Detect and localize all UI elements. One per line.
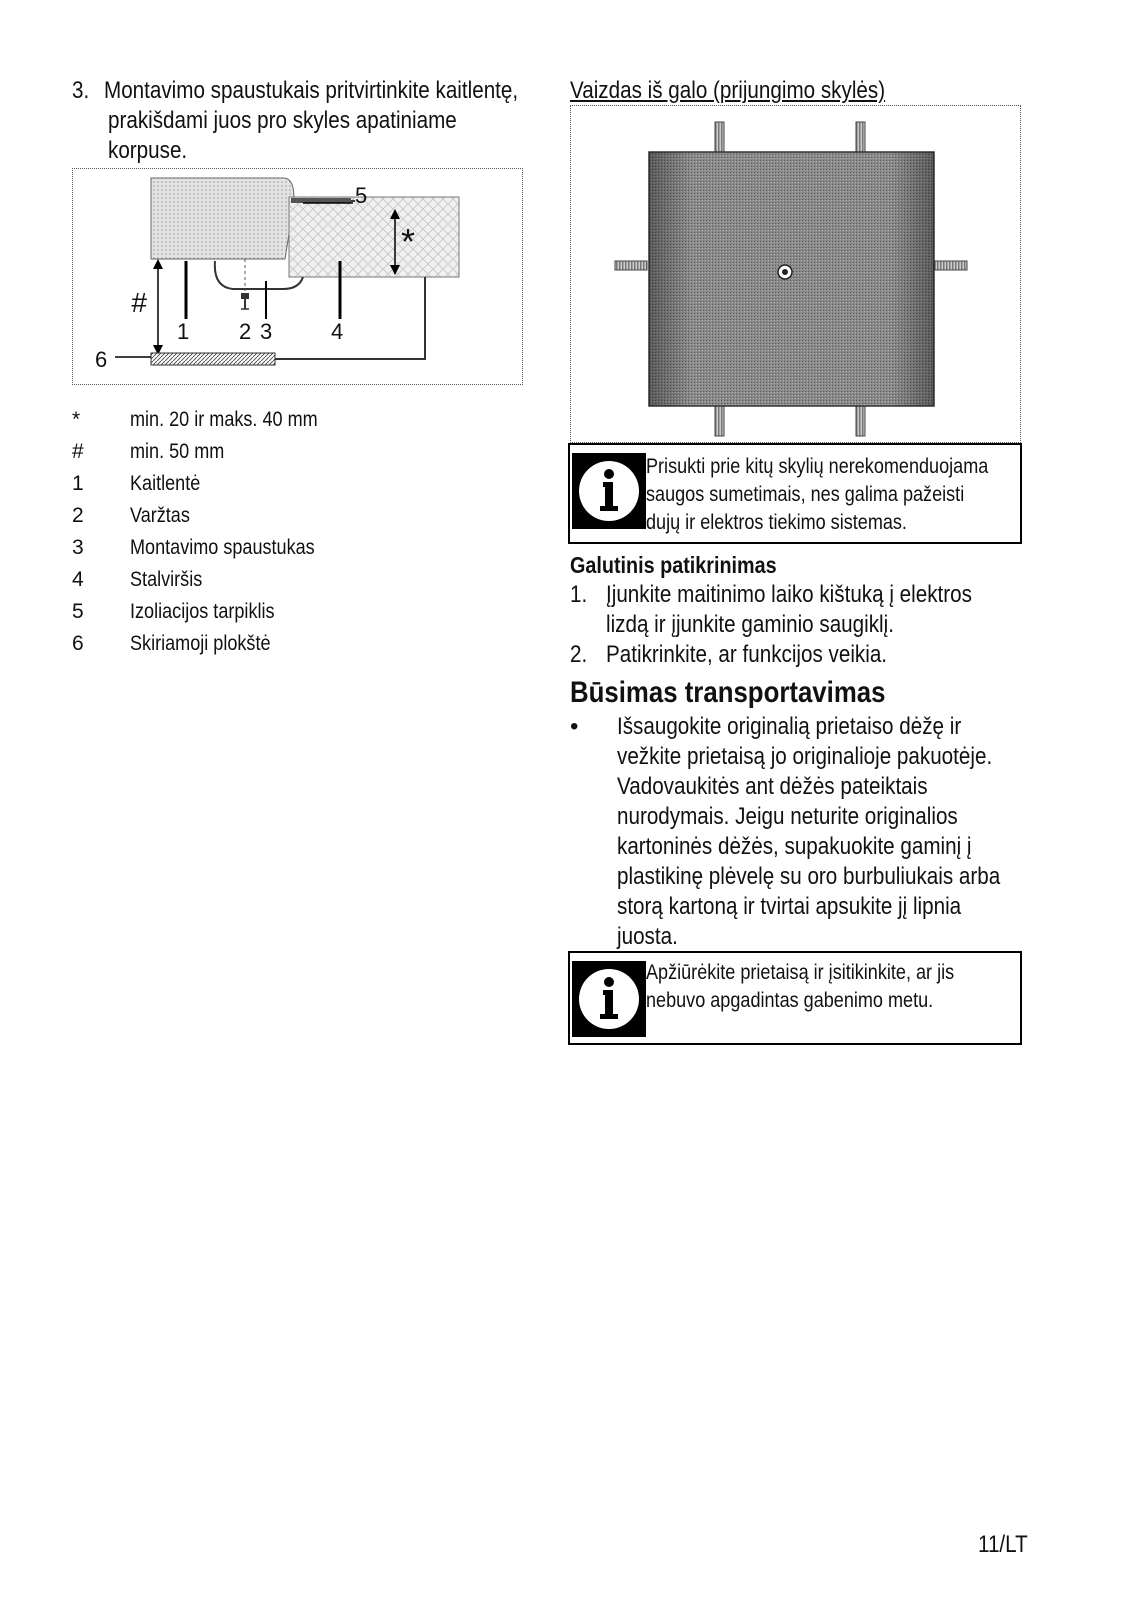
transport-line: Išsaugokite originalią prietaiso dėžę ir (617, 713, 962, 740)
info-note-2-line: nebuvo apgadintas gabenimo metu. (646, 989, 934, 1012)
installation-diagram-drawing (73, 169, 522, 384)
legend-symbol: 3 (72, 536, 84, 559)
mounting-hole-shape (935, 261, 967, 270)
info-note-1-line: saugos sumetimais, nes galima pažeisti (646, 483, 965, 506)
legend-text: Varžtas (130, 504, 190, 527)
legend-text: Stalviršis (130, 568, 203, 591)
list-item-line: Patikrinkite, ar funkcijos veikia. (606, 641, 888, 668)
step-3-line: korpuse. (108, 137, 188, 164)
legend-symbol: 1 (72, 472, 84, 495)
rear-view-title: Vaizdas iš galo (prijungimo skylės) (570, 77, 886, 104)
list-item-line: lizdą ir įjunkite gaminio saugiklį. (606, 611, 894, 638)
info-icon (572, 961, 646, 1037)
transport-line: nurodymais. Jeigu neturite originalios (617, 803, 958, 830)
mounting-hole-shape (856, 122, 865, 152)
legend-symbol: # (72, 440, 84, 463)
installation-diagram (72, 168, 523, 385)
transport-heading: Būsimas transportavimas (570, 676, 886, 709)
legend-symbol: 5 (72, 600, 84, 623)
final-check-heading: Galutinis patikrinimas (570, 552, 777, 578)
rear-view-diagram (570, 105, 1021, 443)
legend-symbol: 6 (72, 632, 84, 655)
label-1: 1 (177, 319, 190, 344)
legend-text: Izoliacijos tarpiklis (130, 600, 275, 623)
label-6: 6 (95, 347, 108, 372)
legend-text: min. 50 mm (130, 440, 225, 463)
rear-view-drawing (571, 106, 1020, 442)
legend-text: Skiriamoji plokštė (130, 632, 271, 655)
legend-text: min. 20 ir maks. 40 mm (130, 408, 318, 431)
info-note-1-line: Prisukti prie kitų skylių nerekomenduojama (646, 455, 989, 478)
transport-line: plastikinę plėvelę su oro burbuliukais arba (617, 863, 1001, 890)
mounting-hole-shape (615, 261, 647, 270)
page-number: 11/LT (978, 1531, 1028, 1558)
transport-line: Vadovaukitės ant dėžės pateiktais (617, 773, 928, 800)
mounting-hole-shape (715, 406, 724, 436)
label-5: 5 (355, 183, 368, 208)
legend-text: Montavimo spaustukas (130, 536, 315, 559)
bullet: • (570, 713, 579, 740)
label-3: 3 (260, 319, 273, 344)
info-note-2-line: Apžiūrėkite prietaisą ir įsitikinkite, ar jis (646, 961, 955, 984)
label-2: 2 (239, 319, 252, 344)
info-note-1 (568, 443, 1022, 544)
screw-shape (241, 293, 249, 299)
mounting-hole-shape (715, 122, 724, 152)
transport-line: storą kartoną ir tvirtai apsukite jį lipnia (617, 893, 962, 920)
list-number: 1. (570, 581, 588, 608)
step-3-number: 3. (72, 77, 90, 104)
info-icon (572, 453, 646, 529)
label-star: * (401, 221, 416, 262)
transport-line: kartoninės dėžės, supakuokite gaminį į (617, 833, 972, 860)
legend-symbol: * (72, 408, 81, 431)
legend-text: Kaitlentė (130, 472, 201, 495)
mounting-hole-shape (856, 406, 865, 436)
separator-plate-shape (151, 353, 275, 365)
label-hash: # (131, 287, 147, 318)
info-note-2 (568, 951, 1022, 1045)
transport-line: juosta. (617, 923, 678, 950)
step-3-line: prakišdami juos pro skyles apatiniame (108, 107, 457, 134)
list-item-line: Įjunkite maitinimo laiko kištuką į elektros (606, 581, 972, 608)
step-3-line: Montavimo spaustukais pritvirtinkite kaitlentę, (104, 77, 519, 104)
hob-shape (151, 178, 294, 259)
transport-line: vežkite prietaisą jo originalioje pakuotėje. (617, 743, 993, 770)
legend-symbol: 2 (72, 504, 84, 527)
info-note-1-line: dujų ir elektros tiekimo sistemas. (646, 511, 907, 534)
label-4: 4 (331, 319, 344, 344)
list-number: 2. (570, 641, 588, 668)
legend-symbol: 4 (72, 568, 84, 591)
worktop-shape (289, 197, 459, 277)
